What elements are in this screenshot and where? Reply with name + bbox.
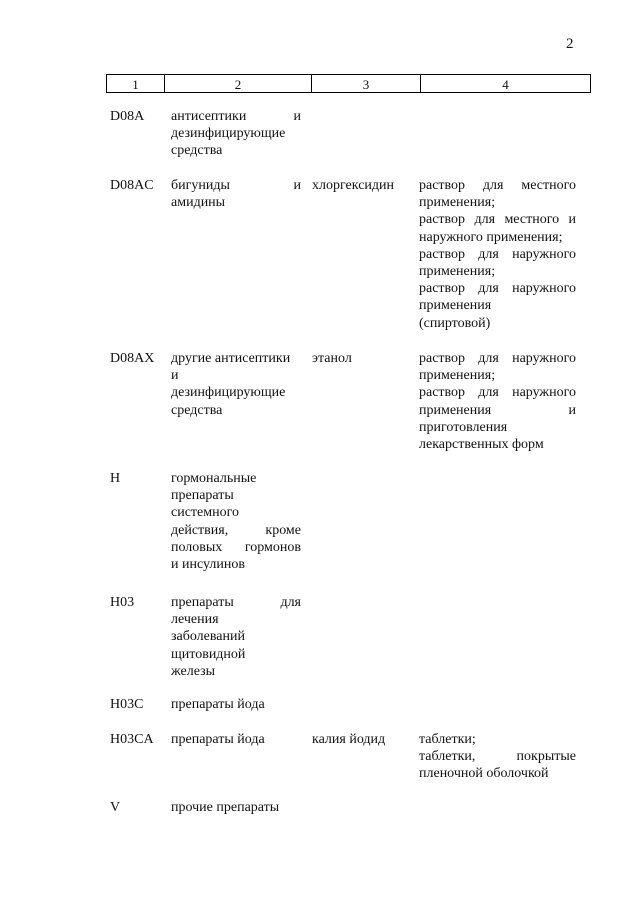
group-line: железы xyxy=(171,663,216,679)
group-name xyxy=(171,177,301,211)
dosage-forms xyxy=(419,731,576,783)
group-line: средства xyxy=(171,143,223,159)
group-name xyxy=(171,696,301,713)
forms-line: применения и xyxy=(419,402,576,418)
group-line: действия, кроме xyxy=(171,522,301,538)
group-name xyxy=(171,350,301,419)
atc-code: D08AX xyxy=(110,351,155,366)
group-line: и xyxy=(171,368,179,384)
header-col-2: 2 xyxy=(165,75,312,93)
forms-line: раствор для местного и xyxy=(419,212,576,228)
group-line: препараты для xyxy=(171,595,301,610)
dosage-forms xyxy=(419,177,576,332)
group-line: препараты йода xyxy=(171,697,265,712)
atc-code: H xyxy=(110,471,121,486)
group-name xyxy=(171,594,301,680)
forms-line: применения; xyxy=(419,264,496,280)
forms-line: применения xyxy=(419,298,492,314)
header-col-4: 4 xyxy=(421,75,591,93)
group-line: гормональные xyxy=(171,471,257,486)
group-line: и инсулинов xyxy=(171,557,245,573)
forms-line: приготовления xyxy=(419,419,508,435)
forms-line: применения; xyxy=(419,195,496,211)
drug-line: этанол xyxy=(312,351,352,366)
forms-line: раствор для наружного xyxy=(419,351,576,366)
forms-line: пленочной оболочкой xyxy=(419,766,549,782)
forms-line: таблетки; xyxy=(419,732,476,747)
drug-name xyxy=(312,731,412,748)
group-name xyxy=(171,470,301,573)
forms-line: раствор для наружного xyxy=(419,246,576,262)
group-line: препараты xyxy=(171,488,234,504)
drug-name xyxy=(312,177,412,194)
forms-line: раствор для наружного xyxy=(419,385,576,401)
header-col-1: 1 xyxy=(107,75,165,93)
forms-line: наружного применения; xyxy=(419,229,563,245)
atc-code: V xyxy=(110,800,121,815)
drug-line: калия йодид xyxy=(312,732,386,747)
forms-line: (спиртовой) xyxy=(419,315,491,331)
forms-line: лекарственных форм xyxy=(419,437,544,453)
group-line: другие антисептики xyxy=(171,351,291,366)
drug-name xyxy=(312,350,412,367)
group-line: щитовидной xyxy=(171,646,246,662)
forms-line: раствор для наружного xyxy=(419,281,576,297)
atc-code: H03CA xyxy=(110,732,154,747)
group-line: препараты йода xyxy=(171,732,265,747)
group-line: заболеваний xyxy=(171,629,245,645)
atc-code: D08AC xyxy=(110,178,154,193)
atc-code: D08A xyxy=(110,109,145,124)
page-number: 2 xyxy=(566,36,574,52)
dosage-forms xyxy=(419,350,576,453)
group-line: системного xyxy=(171,505,239,521)
atc-code: H03 xyxy=(110,595,135,610)
group-line: половых гормонов xyxy=(171,539,301,555)
group-line: дезинфицирующие xyxy=(171,126,286,142)
forms-line: таблетки, покрытые xyxy=(419,749,576,765)
group-name xyxy=(171,731,301,748)
drug-line: хлоргексидин xyxy=(312,178,395,193)
column-number-header xyxy=(106,74,591,93)
group-line: лечения xyxy=(171,612,219,628)
group-line: амидины xyxy=(171,195,226,211)
group-line: бигуниды и xyxy=(171,178,301,193)
forms-line: раствор для местного xyxy=(419,178,576,193)
header-col-3: 3 xyxy=(312,75,421,93)
atc-code: H03C xyxy=(110,697,144,712)
group-line: средства xyxy=(171,402,223,418)
group-line: прочие препараты xyxy=(171,800,280,815)
group-line: дезинфицирующие xyxy=(171,385,286,401)
forms-line: применения; xyxy=(419,368,496,384)
group-name xyxy=(171,799,301,816)
group-name xyxy=(171,108,301,160)
header-row xyxy=(107,75,591,93)
group-line: антисептики и xyxy=(171,109,301,124)
